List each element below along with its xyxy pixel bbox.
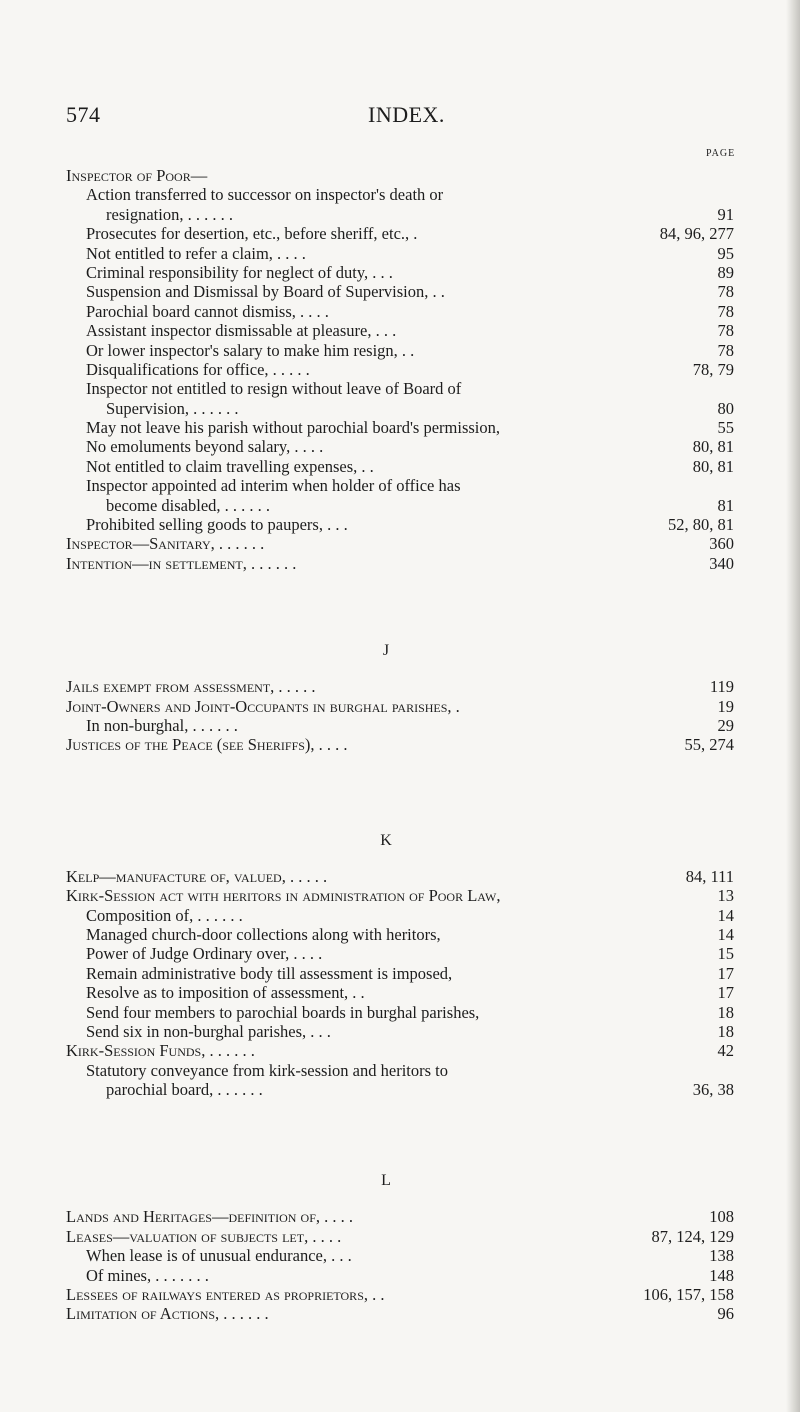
index-sub-entry: [66, 244, 734, 263]
index-sub-entry: [66, 341, 734, 360]
index-heading-entry: [66, 554, 734, 573]
entry-text: Assistant inspector dismissable at pleasure, . . .: [86, 321, 397, 341]
index-heading-entry: [66, 1207, 734, 1226]
entry-page-refs: 55, 274: [684, 735, 734, 755]
index-sub-entry: [66, 302, 734, 321]
entry-text: Lands and Heritages—definition of, . . . .: [66, 1207, 354, 1227]
section-letter: L: [381, 1172, 391, 1190]
entry-text: Or lower inspector's salary to make him resign, . .: [86, 340, 415, 360]
section-letter: J: [382, 642, 390, 660]
index-sub-entry: [66, 379, 734, 398]
index-heading-entry: [66, 735, 734, 754]
index-sub-entry: [66, 925, 734, 944]
entry-text: Inspector—Sanitary, . . . . . .: [66, 534, 265, 554]
index-sub-entry: [66, 515, 734, 534]
entry-page-refs: 18: [717, 1021, 734, 1041]
index-sub-entry: [66, 224, 734, 243]
index-heading-entry: [66, 1041, 734, 1060]
index-heading-entry: [66, 697, 734, 716]
entry-text: Intention—in settlement, . . . . . .: [66, 553, 297, 573]
entry-text: Limitation of Actions, . . . . . .: [66, 1304, 269, 1324]
entry-page-refs: 17: [717, 983, 734, 1003]
entry-text: Managed church-door collections along with heritors,: [86, 924, 441, 944]
entry-page-refs: 106, 157, 158: [643, 1285, 734, 1305]
entry-page-refs: 17: [717, 963, 734, 983]
index-heading-entry: [66, 1285, 734, 1304]
entry-text: Resolve as to imposition of assessment, . .: [86, 983, 365, 1003]
entry-text: Not entitled to refer a claim, . . . .: [86, 243, 306, 263]
entry-page-refs: 36, 38: [692, 1080, 734, 1100]
entry-text: Inspector appointed ad interim when holder of office has: [86, 476, 461, 496]
entry-text: resignation, . . . . . .: [106, 204, 233, 224]
section-letter: K: [380, 831, 392, 849]
running-head: [66, 102, 726, 132]
index-sub-entry: [66, 1061, 734, 1080]
entry-page-refs: 84, 111: [685, 866, 734, 886]
entry-text: Supervision, . . . . . .: [106, 398, 239, 418]
entry-page-refs: 78, 79: [692, 359, 734, 379]
entry-page-refs: 29: [717, 715, 734, 735]
entry-page-refs: 138: [709, 1246, 734, 1266]
entry-page-refs: 18: [717, 1002, 734, 1022]
entry-text: become disabled, . . . . . .: [106, 495, 271, 515]
index-sub-entry: [66, 282, 734, 301]
entry-text: May not leave his parish without parochial board's permission,: [86, 418, 501, 438]
entry-text: Of mines, . . . . . . .: [86, 1265, 209, 1285]
entry-page-refs: 78: [717, 340, 734, 360]
entry-text: In non-burghal, . . . . . .: [86, 715, 238, 735]
entry-page-refs: 80, 81: [692, 437, 734, 457]
index-sub-entry: [66, 496, 734, 515]
index-sub-entry: [66, 906, 734, 925]
entry-page-refs: 78: [717, 321, 734, 341]
entry-page-refs: 89: [717, 262, 734, 282]
entry-text: Parochial board cannot dismiss, . . . .: [86, 301, 329, 321]
entry-text: Composition of, . . . . . .: [86, 905, 243, 925]
page-edge-shadow: [786, 0, 800, 1412]
entry-page-refs: 95: [717, 243, 734, 263]
entry-page-refs: 108: [709, 1207, 734, 1227]
entry-page-refs: 148: [709, 1265, 734, 1285]
index-heading-entry: [66, 534, 734, 553]
entry-page-refs: 360: [709, 534, 734, 554]
entry-text: Statutory conveyance from kirk-session and heritors to: [86, 1060, 448, 1080]
index-heading-entry: [66, 677, 734, 696]
index-sub-entry: [66, 321, 734, 340]
entry-page-refs: 87, 124, 129: [651, 1226, 734, 1246]
entry-page-refs: 13: [717, 886, 734, 906]
entry-text: Leases—valuation of subjects let, . . . .: [66, 1226, 342, 1246]
entry-text: Send six in non-burghal parishes, . . .: [86, 1021, 331, 1041]
entry-text: Justices of the Peace (see Sheriffs), . . . .: [66, 735, 348, 755]
entry-page-refs: 84, 96, 277: [659, 224, 734, 244]
entry-text: Kirk-Session act with heritors in administration of Poor Law,: [66, 886, 501, 906]
page-title: INDEX.: [368, 102, 445, 127]
entry-page-refs: 55: [717, 418, 734, 438]
page-number: 574: [66, 102, 101, 127]
index-sub-entry: [66, 1003, 734, 1022]
entry-page-refs: 96: [717, 1304, 734, 1324]
index-sub-entry: [66, 716, 734, 735]
entry-page-refs: 80: [717, 398, 734, 418]
index-sub-entry: [66, 185, 734, 204]
index-sub-entry: [66, 476, 734, 495]
entry-page-refs: 81: [717, 495, 734, 515]
entry-text: parochial board, . . . . . .: [106, 1080, 263, 1100]
entry-text: When lease is of unusual endurance, . . .: [86, 1246, 352, 1266]
index-heading-entry: [66, 1227, 734, 1246]
entry-text: No emoluments beyond salary, . . . .: [86, 437, 324, 457]
index-sub-entry: [66, 1266, 734, 1285]
index-sub-entry: [66, 944, 734, 963]
index-sub-entry: [66, 1246, 734, 1265]
entry-page-refs: 19: [717, 696, 734, 716]
entry-text: Disqualifications for office, . . . . .: [86, 359, 310, 379]
entry-page-refs: 78: [717, 301, 734, 321]
index-entries: [66, 166, 734, 1324]
entry-page-refs: 91: [717, 204, 734, 224]
entry-page-refs: 52, 80, 81: [668, 515, 734, 535]
index-heading-entry: [66, 166, 734, 185]
entry-page-refs: 80, 81: [692, 456, 734, 476]
index-sub-entry: [66, 983, 734, 1002]
section-gap: [66, 1099, 734, 1155]
entry-text: Not entitled to claim travelling expenses, . .: [86, 456, 374, 476]
index-sub-entry: [66, 457, 734, 476]
index-sub-entry: [66, 399, 734, 418]
entry-page-refs: 340: [709, 553, 734, 573]
page-column-label: PAGE: [706, 148, 736, 159]
entry-page-refs: 78: [717, 282, 734, 302]
index-sub-entry: [66, 418, 734, 437]
index-sub-entry: [66, 205, 734, 224]
index-sub-entry: [66, 437, 734, 456]
entry-text: Suspension and Dismissal by Board of Supervision, . .: [86, 282, 445, 302]
entry-page-refs: 42: [717, 1041, 734, 1061]
entry-text: Joint-Owners and Joint-Occupants in burghal parishes, .: [66, 696, 460, 716]
entry-page-refs: 14: [717, 924, 734, 944]
entry-text: Lessees of railways entered as proprietors, . .: [66, 1285, 385, 1305]
entry-page-refs: 119: [709, 677, 734, 697]
entry-text: Remain administrative body till assessment is imposed,: [86, 963, 453, 983]
index-heading-entry: [66, 1304, 734, 1323]
section-gap: [66, 755, 734, 815]
entry-text: Inspector not entitled to resign without leave of Board of: [86, 379, 462, 399]
index-heading-entry: [66, 886, 734, 905]
entry-text: Power of Judge Ordinary over, . . . .: [86, 944, 323, 964]
section-gap: [66, 573, 734, 625]
entry-text: Inspector of Poor—: [66, 166, 208, 185]
index-sub-entry: [66, 1022, 734, 1041]
entry-page-refs: 14: [717, 905, 734, 925]
entry-text: Prohibited selling goods to paupers, . . .: [86, 515, 348, 535]
entry-text: Jails exempt from assessment, . . . . .: [66, 677, 316, 697]
index-sub-entry: [66, 964, 734, 983]
entry-text: Kirk-Session Funds, . . . . . .: [66, 1041, 255, 1061]
entry-text: Action transferred to successor on inspector's death or: [86, 185, 444, 205]
entry-page-refs: 15: [717, 944, 734, 964]
entry-text: Kelp—manufacture of, valued, . . . . .: [66, 866, 328, 886]
entry-text: Criminal responsibility for neglect of duty, . . .: [86, 262, 393, 282]
entry-text: Prosecutes for desertion, etc., before sheriff, etc., .: [86, 224, 418, 244]
index-sub-entry: [66, 1080, 734, 1099]
index-sub-entry: [66, 263, 734, 282]
index-sub-entry: [66, 360, 734, 379]
entry-text: Send four members to parochial boards in burghal parishes,: [86, 1002, 480, 1022]
index-heading-entry: [66, 867, 734, 886]
